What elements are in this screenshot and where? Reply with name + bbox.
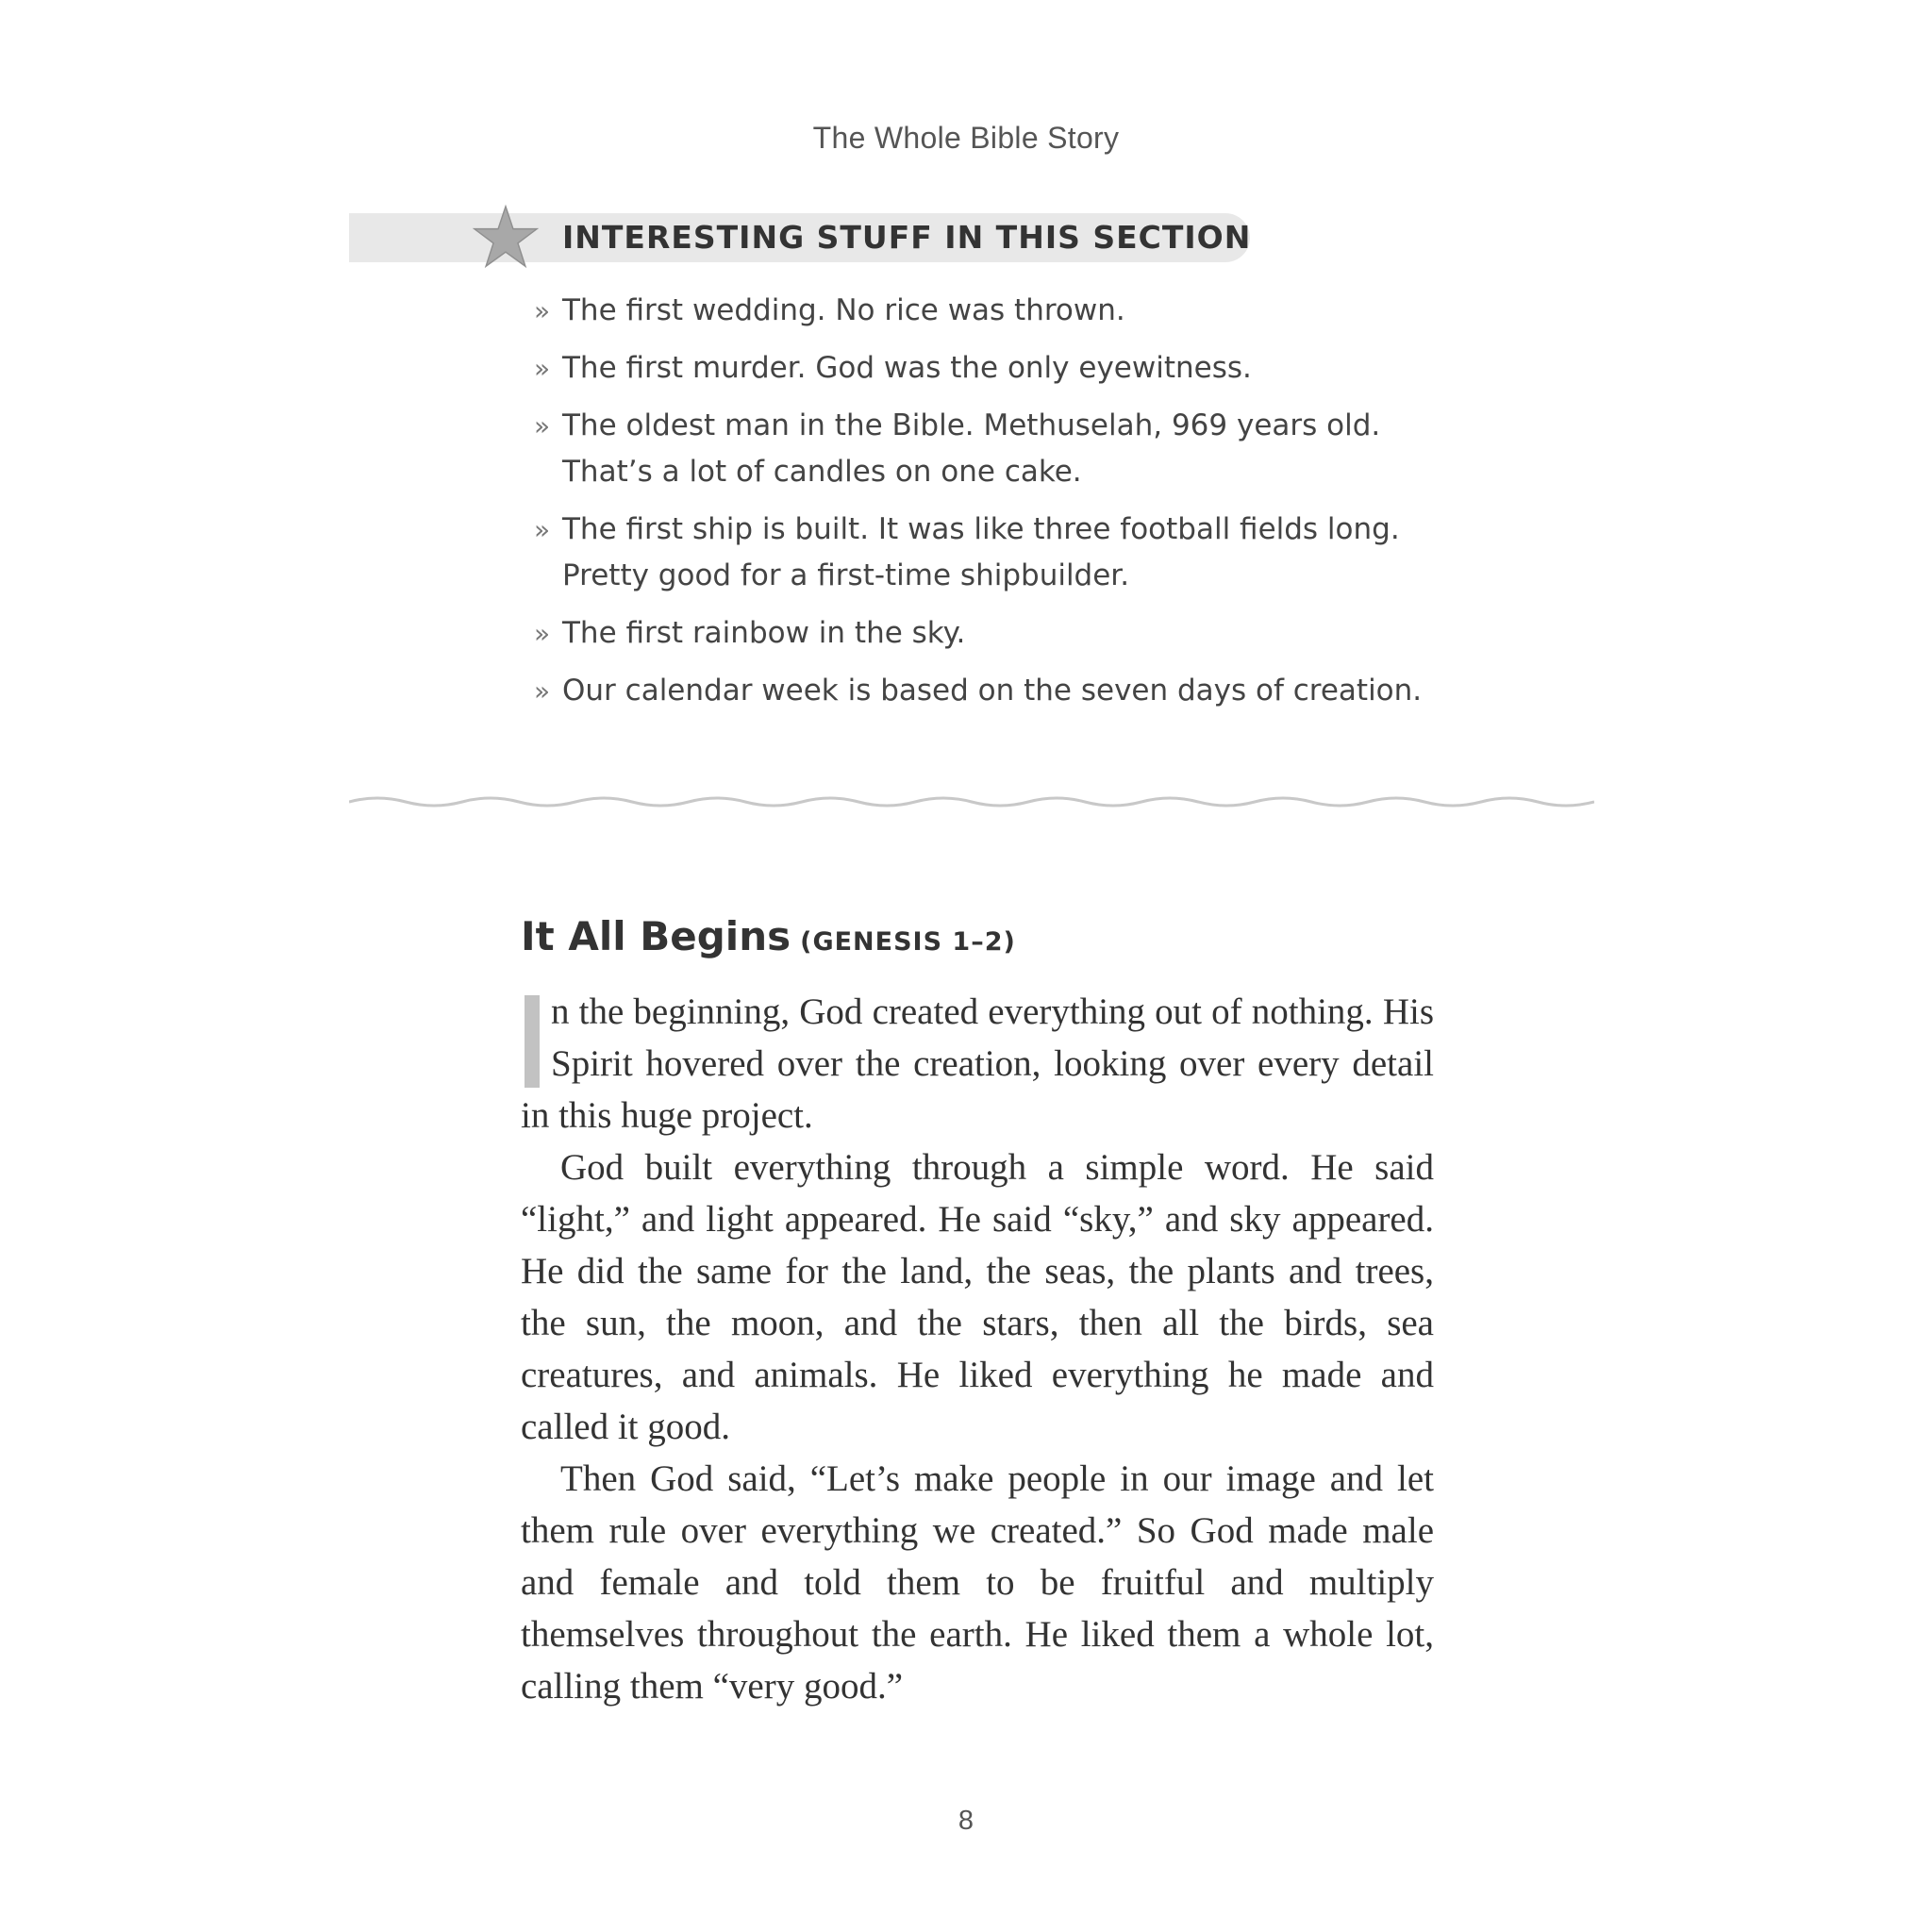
section-heading	[521, 913, 1016, 959]
paragraph: God built everything through a simple word. He said “light,” and light appeared. He said “sky,” and sky appeared. He did the same for the land, the seas, the plants and trees, the sun, the moon, and the stars, then all the birds, sea creatures, and animals. He liked everything he made and called it good.	[521, 1147, 1434, 1447]
list-item-text: The first rainbow in the sky.	[562, 616, 966, 650]
bullet-icon: »	[534, 618, 551, 649]
list-item	[534, 288, 1440, 334]
paragraph-text: n the beginning, God created everything out of nothing. His Spirit hovered over the creation, looking over every detail in this huge project.	[521, 991, 1434, 1136]
list-item	[534, 668, 1440, 714]
star-icon	[470, 204, 541, 272]
running-head: The Whole Bible Story	[812, 121, 1120, 155]
paragraph	[521, 986, 1434, 1141]
bullet-icon: »	[534, 675, 551, 707]
list-item-text: The first wedding. No rice was thrown.	[562, 293, 1125, 327]
story-text	[521, 986, 1434, 1712]
bullet-icon: »	[534, 353, 551, 384]
drop-cap-bar	[525, 995, 540, 1088]
wavy-divider	[349, 791, 1594, 813]
scripture-reference: (GENESIS 1–2)	[800, 927, 1016, 957]
paragraph: Then God said, “Let’s make people in our image and let them rule over everything we created.” So God made male and female and told them to be fruitful and multiply themselves throughout the earth. He liked them a whole lot, calling them “very good.”	[521, 1458, 1434, 1707]
callout-title: INTERESTING STUFF IN THIS SECTION	[562, 219, 1252, 256]
bullet-icon: »	[534, 514, 551, 545]
bullet-icon: »	[534, 410, 551, 441]
list-item	[534, 345, 1440, 391]
list-item-text: The oldest man in the Bible. Methuselah, 969 years old. That’s a lot of candles on one cake.	[562, 408, 1381, 489]
page-number: 8	[958, 1806, 974, 1836]
list-item	[534, 507, 1440, 599]
list-item	[534, 610, 1440, 657]
list-item	[534, 403, 1440, 495]
section-title: It All Begins	[521, 913, 791, 959]
list-item-text: The first murder. God was the only eyewitness.	[562, 351, 1252, 385]
list-item-text: Our calendar week is based on the seven days of creation.	[562, 674, 1423, 708]
bullet-icon: »	[534, 295, 551, 326]
list-item-text: The first ship is built. It was like three football fields long. Pretty good for a first-time shipbuilder.	[562, 512, 1400, 592]
callout-list	[534, 288, 1440, 725]
